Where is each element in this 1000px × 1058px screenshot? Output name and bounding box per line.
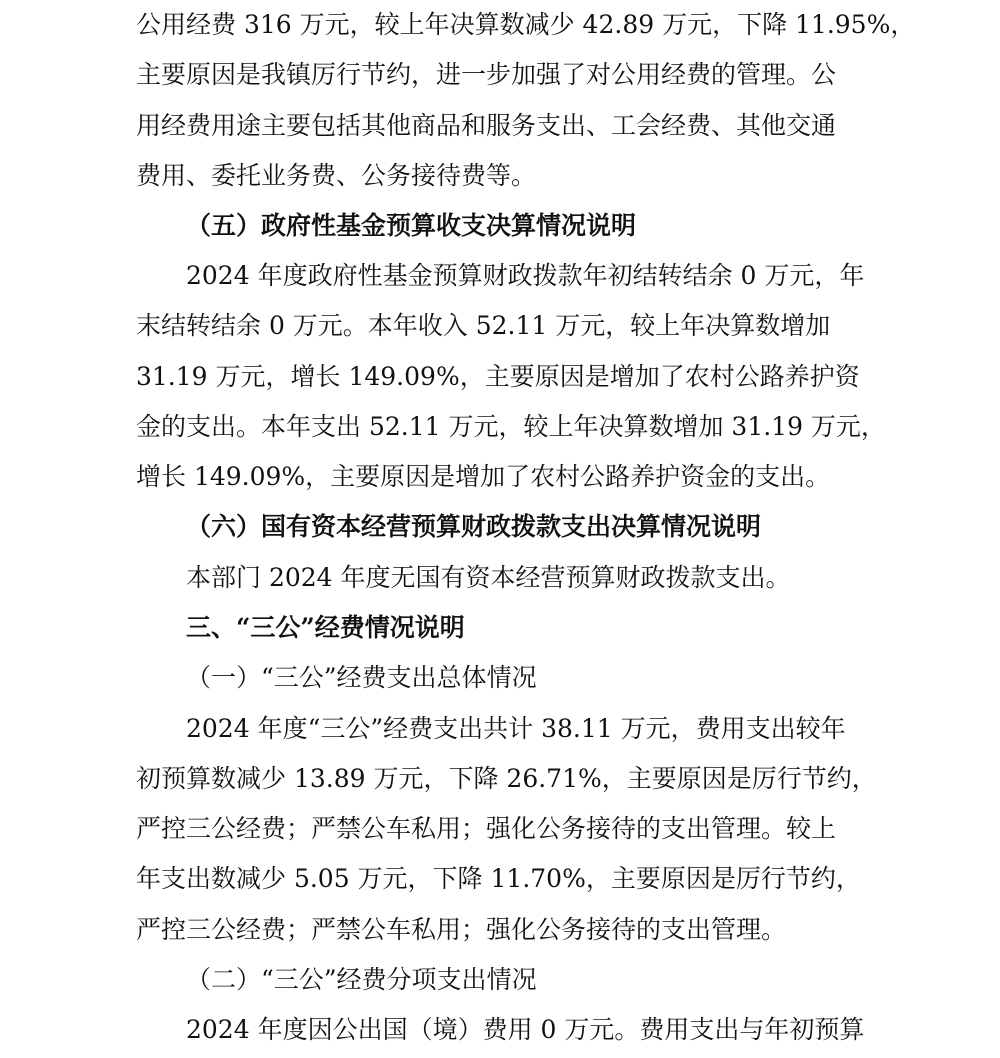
- paragraph-line: 2024 年度“三公”经费支出共计 38.11 万元，费用支出较年: [186, 714, 846, 743]
- paragraph-line: 公用经费 316 万元，较上年决算数减少 42.89 万元，下降 11.95%，: [136, 10, 916, 39]
- paragraph-line: 费用、委托业务费、公务接待费等。: [136, 161, 537, 190]
- paragraph-line: 增长 149.09%，主要原因是增加了农村公路养护资金的支出。: [136, 462, 831, 491]
- paragraph-line: 年支出数减少 5.05 万元，下降 11.70%，主要原因是厉行节约，: [136, 864, 861, 893]
- chapter-heading: 三、“三公”经费情况说明: [186, 613, 465, 642]
- paragraph-line: 初预算数减少 13.89 万元，下降 26.71%，主要原因是厉行节约，: [136, 764, 877, 793]
- section-heading: （一）“三公”经费支出总体情况: [186, 663, 537, 692]
- paragraph-line: 严控三公经费；严禁公车私用；强化公务接待的支出管理。较上: [136, 814, 837, 843]
- paragraph-line: 2024 年度因公出国（境）费用 0 万元。费用支出与年初预算: [186, 1015, 865, 1044]
- paragraph-line: 31.19 万元，增长 149.09%，主要原因是增加了农村公路养护资: [136, 362, 860, 391]
- paragraph-line: 末结转结余 0 万元。本年收入 52.11 万元，较上年决算数增加: [136, 311, 831, 340]
- section-heading: （二）“三公”经费分项支出情况: [186, 965, 537, 994]
- paragraph-line: 金的支出。本年支出 52.11 万元，较上年决算数增加 31.19 万元，: [136, 412, 886, 441]
- paragraph-line: 严控三公经费；严禁公车私用；强化公务接待的支出管理。: [136, 915, 787, 944]
- paragraph-line: 2024 年度政府性基金预算财政拨款年初结转结余 0 万元，年: [186, 261, 865, 290]
- paragraph-line: 用经费用途主要包括其他商品和服务支出、工会经费、其他交通: [136, 111, 837, 140]
- paragraph-line: 主要原因是我镇厉行节约，进一步加强了对公用经费的管理。公: [136, 60, 837, 89]
- paragraph-line: 本部门 2024 年度无国有资本经营预算财政拨款支出。: [186, 563, 791, 592]
- section-heading: （六）国有资本经营预算财政拨款支出决算情况说明: [186, 512, 762, 541]
- section-heading: （五）政府性基金预算收支决算情况说明: [186, 211, 637, 240]
